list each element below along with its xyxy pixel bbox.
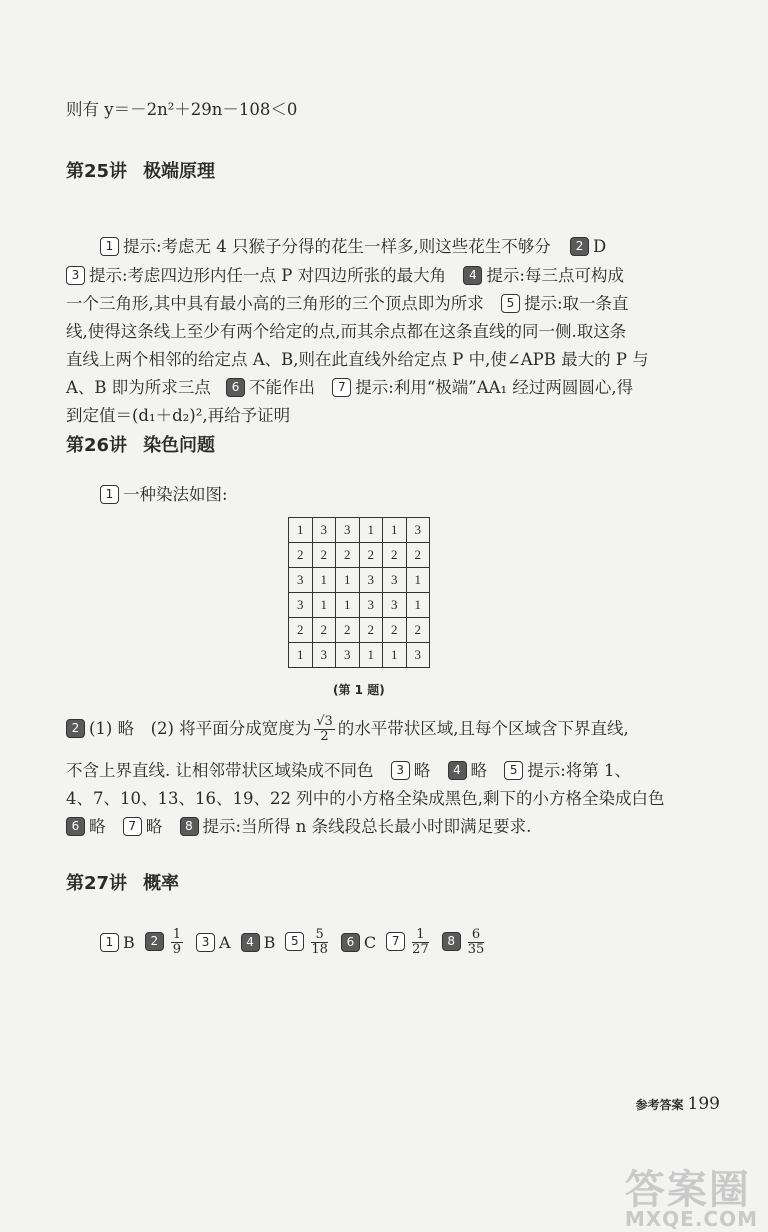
grid-cell: 3 [383,593,407,618]
s26-line-q2: 2 (1) 略 (2) 将平面分成宽度为 $\frac{√3}{2}$ 的水平带状区域,且每个区域含下界直线, [66,715,629,744]
s25-line-7: 到定值＝(d₁＋d₂)²,再给予证明 [66,406,291,425]
question-number-badge: 1 [100,933,119,952]
grid-cell: 2 [289,618,313,643]
grid-cell: 2 [359,543,383,568]
grid-cell: 3 [336,643,360,668]
question-number-badge: 8 [180,817,199,836]
grid-row [289,643,430,668]
page-footer [636,1094,720,1114]
grid-cell: 3 [359,593,383,618]
grid-cell: 1 [383,518,407,543]
grid-cell: 1 [336,568,360,593]
footer-label: 参考答案 [635,1098,684,1112]
question-number-badge: 3 [196,933,215,952]
section-title: 概率 [143,873,180,894]
watermark-text: 答案圈 [624,1167,751,1213]
question-number-badge: 5 [501,294,520,313]
watermark-url: MXQE.COM [624,1207,758,1231]
section-title: 染色问题 [143,435,216,456]
question-number-badge: 2 [145,932,164,951]
answer-text: B [263,933,276,952]
intro-line: 则有 y＝－2n²＋29n－108＜0 [66,100,298,119]
answer-text: D [593,237,607,256]
grid-cell: 1 [383,643,407,668]
s26-line-3: 4、7、10、13、16、19、22 列中的小方格全染成黑色,剩下的小方格全染成白色 [66,789,665,808]
section-27-heading [66,869,179,895]
fraction: $\frac{5}{18}$ [311,927,328,957]
answer-item [196,933,231,952]
grid-cell: 2 [312,618,336,643]
grid-row [289,543,430,568]
answer-item [145,928,186,957]
answer-item [285,928,331,957]
s25-line-5: 直线上两个相邻的给定点 A、B,则在此直线外给定点 P 中,使∠APB 最大的 P 与 [66,350,649,369]
section-25-heading [66,157,215,183]
grid-cell: 3 [406,643,430,668]
fraction: $\frac{6}{35}$ [467,927,485,957]
section-number: 第27讲 [66,873,128,894]
grid-cell: 2 [336,618,360,643]
grid-cell: 1 [312,568,336,593]
question-number-badge: 1 [100,485,119,504]
section-number: 第26讲 [66,435,128,456]
grid-cell: 1 [359,643,383,668]
grid-cell: 2 [312,543,336,568]
grid-cell: 2 [383,543,407,568]
fraction: $\frac{1}{27}$ [412,927,429,957]
question-number-badge: 8 [442,932,461,951]
section-title: 极端原理 [143,161,216,182]
coloring-grid [288,517,430,668]
grid-row [289,593,430,618]
grid-cell: 3 [359,568,383,593]
question-number-badge: 5 [504,761,523,780]
grid-row [289,618,430,643]
question-number-badge: 6 [341,933,360,952]
grid-cell: 1 [312,593,336,618]
grid-row [289,568,430,593]
s25-line-4: 线,使得这条线上至少有两个给定的点,而其余点都在这条直线的同一侧.取这条 [66,322,627,341]
answer-text: A [219,933,231,952]
question-number-badge: 3 [391,761,410,780]
grid-cell: 1 [359,518,383,543]
grid-cell: 2 [359,618,383,643]
section-number: 第25讲 [66,161,128,182]
s26-line-4: 6 略 7 略 8 提示:当所得 n 条线段总长最小时即满足要求. [66,813,531,837]
grid-cell: 1 [406,568,430,593]
grid-cell: 3 [406,518,430,543]
question-number-badge: 7 [123,817,142,836]
question-number-badge: 4 [463,266,482,285]
fraction: $\frac{√3}{2}$ [316,714,333,744]
page-number: 199 [687,1094,720,1114]
grid-cell: 3 [312,518,336,543]
question-number-badge: 3 [66,266,85,285]
s25-line-1: 1 提示:考虑无 4 只猴子分得的花生一样多,则这些花生不够分 2 D [100,233,606,257]
grid-cell: 2 [406,543,430,568]
grid-cell: 2 [406,618,430,643]
fraction: $\frac{1}{9}$ [172,927,182,957]
grid-row [289,518,430,543]
answer-item [241,933,276,952]
watermark [625,1158,758,1231]
question-number-badge: 4 [241,933,260,952]
answer-item [386,928,432,957]
answer-row [100,928,497,957]
answer-text: C [363,933,377,952]
question-number-badge: 7 [386,932,405,951]
grid-cell: 1 [289,643,313,668]
grid-cell: 3 [336,518,360,543]
s26-line-2: 不含上界直线. 让相邻带状区域染成不同色 3 略 4 略 5 提示:将第 1、 [66,761,632,780]
answer-item [442,928,488,957]
s25-line-2: 3 提示:考虑四边形内任一点 P 对四边所张的最大角 4 提示:每三点可构成 [66,262,624,286]
grid-cell: 3 [289,593,313,618]
question-number-badge: 5 [285,932,304,951]
grid-cell: 1 [406,593,430,618]
answer-item [341,933,376,952]
section-26-heading [66,431,215,457]
question-number-badge: 6 [226,378,245,397]
grid-cell: 3 [289,568,313,593]
s25-line-6: A、B 即为所求三点 6 不能作出 7 提示:利用“极端”AA₁ 经过两圆圆心,得 [66,378,634,397]
grid-cell: 2 [289,543,313,568]
grid-cell: 1 [289,518,313,543]
question-number-badge: 7 [332,378,351,397]
question-number-badge: 6 [66,817,85,836]
grid-cell: 3 [383,568,407,593]
answer-text: B [123,933,135,952]
answer-item [100,933,135,952]
question-number-badge: 2 [66,719,85,738]
question-number-badge: 1 [100,237,119,256]
grid-cell: 2 [336,543,360,568]
question-number-badge: 2 [570,237,589,256]
s25-line-3: 一个三角形,其中具有最小高的三角形的三个顶点即为所求 5 提示:取一条直 [66,294,629,313]
grid-cell: 3 [312,643,336,668]
question-number-badge: 4 [448,761,467,780]
s26-q1: 1 一种染法如图: [100,481,228,505]
figure-caption: (第 1 题) [333,683,385,697]
grid-cell: 2 [383,618,407,643]
grid-cell: 1 [336,593,360,618]
